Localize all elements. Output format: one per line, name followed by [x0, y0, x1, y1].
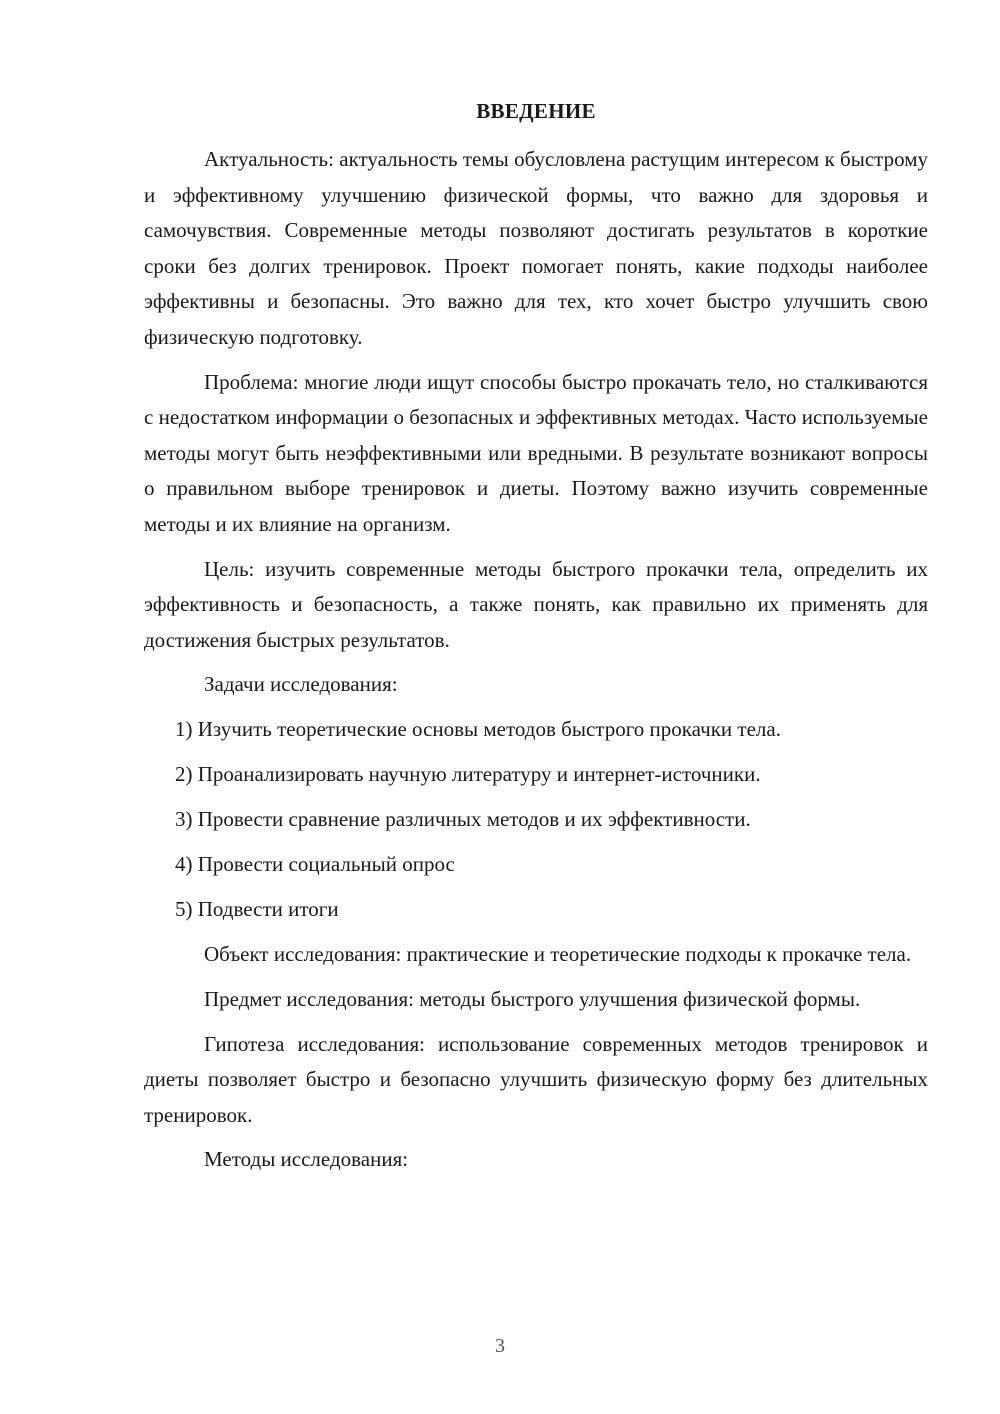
document-body	[144, 142, 928, 1187]
paragraph-goal: Цель: изучить современные методы быстрого прокачки тела, определить их эффективность и безопасность, а также понять, как правильно их применять для достижения быстрых результатов.	[144, 556, 928, 652]
task-item-2: 2) Проанализировать научную литературу и интернет-источники.	[175, 762, 761, 786]
paragraph-hypothesis: Гипотеза исследования: использование современных методов тренировок и диеты позволяет быстро и безопасно улучшить физическую форму без длительных тренировок.	[144, 1031, 928, 1127]
section-heading: ВВЕДЕНИЕ	[476, 99, 596, 123]
paragraph-subject: Предмет исследования: методы быстрого улучшения физической формы.	[204, 986, 861, 1011]
task-item-4: 4) Провести социальный опрос	[175, 852, 455, 877]
paragraph-relevance: Актуальность: актуальность темы обусловлена растущим интересом к быстрому и эффективному улучшению физической формы, что важно для здоровья и самочувствия. Современные методы позволяют достигать результатов в короткие сроки без долгих тренировок. Проект помогает понять, какие подходы наиболее эффективны и безопасны. Это важно для тех, кто хочет быстро улучшить свою физическую подготовку.	[144, 147, 928, 349]
page-number: 3	[495, 1335, 505, 1357]
paragraph-methods: Методы исследования:	[204, 1147, 409, 1172]
task-item-5: 5) Подвести итоги	[175, 897, 339, 922]
task-item-1: 1) Изучить теоретические основы методов быстрого прокачки тела.	[175, 716, 781, 741]
paragraph-problem: Проблема: многие люди ищут способы быстро прокачать тело, но сталкиваются с недостатком информации о безопасных и эффективных методах. Часто используемые методы могут быть неэффективными или вредными. В результате возникают вопросы о правильном выборе тренировок и диеты. Поэтому важно изучить современные методы и их влияние на организм.	[144, 369, 928, 536]
task-item-3: 3) Провести сравнение различных методов и их эффективности.	[175, 807, 751, 832]
paragraph-tasks-heading: Задачи исследования:	[204, 672, 398, 697]
paragraph-object: Объект исследования: практические и теоретические подходы к прокачке тела.	[204, 942, 912, 967]
